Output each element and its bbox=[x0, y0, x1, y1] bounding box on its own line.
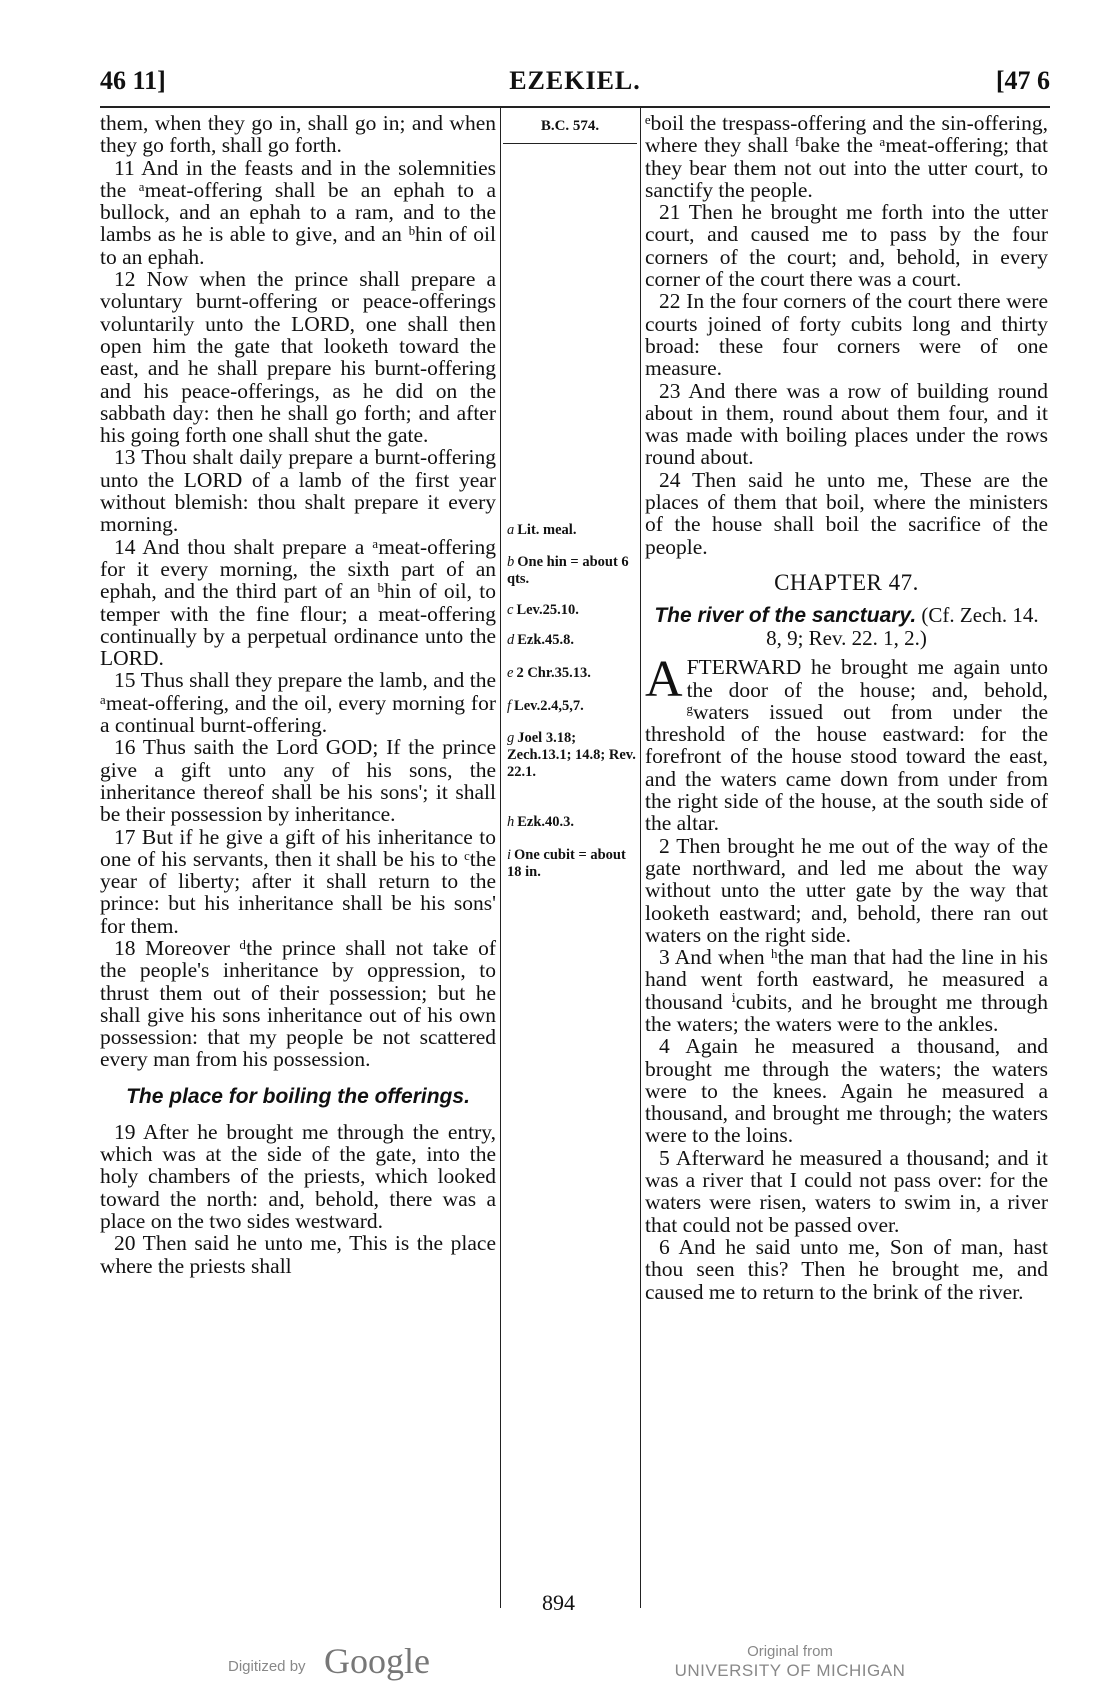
margin-note: c Lev.25.10. bbox=[507, 602, 579, 618]
verse-paragraph: 11 And in the feasts and in the solemnities the ᵃmeat-offering shall be an ephah to a bullock, and an ephah to a ram, and to the lambs as he is able to give, and an ᵇhin of oil to an ephah. bbox=[100, 155, 496, 269]
verse-paragraph: 17 But if he give a gift of his inheritance to one of his servants, then it shall be his to ᶜthe year of liberty; after it shall return to the prince: but his inheritance shall be his sons' for them. bbox=[100, 824, 496, 938]
chapter-summary-ref: (Cf. Zech. 14. 8, 9; Rev. 22. 1, 2.) bbox=[766, 603, 1039, 651]
margin-note: f Lev.2.4,5,7. bbox=[507, 698, 584, 714]
page-number: 894 bbox=[542, 1590, 575, 1615]
header-right-ref: [47 6 bbox=[995, 66, 1050, 95]
column-rule-right bbox=[640, 108, 641, 1608]
verse-paragraph: 24 Then said he unto me, These are the places of them that boil, where the ministers of the house shall boil the sacrifice of the people. bbox=[645, 467, 1048, 559]
verse-paragraph: 18 Moreover ᵈthe prince shall not take of the people's inheritance by oppression, to thrust them out of their possession; but he shall give his sons inheritance out of his own possession: that my people be not scattered every man from his possession. bbox=[100, 935, 496, 1072]
header-rule bbox=[100, 106, 1050, 108]
verse-paragraph: ᵉboil the trespass-offering and the sin-offering, where they shall ᶠbake the ᵃmeat-offering; that they bear them not out into the utter court, to sanctify the people. bbox=[645, 111, 1048, 202]
margin-note: b One hin = about 6 qts. bbox=[507, 554, 629, 587]
verse-paragraph: 15 Thus shall they prepare the lamb, and the ᵃmeat-offering, and the oil, every morning for a continual burnt-offering. bbox=[100, 668, 496, 738]
column-rule-left bbox=[500, 108, 501, 1608]
verse-paragraph: 20 Then said he unto me, This is the place where the priests shall bbox=[100, 1231, 496, 1278]
digitized-watermark bbox=[228, 1640, 448, 1690]
margin-note: e 2 Chr.35.13. bbox=[507, 665, 591, 681]
verse-paragraph: 14 And thou shalt prepare a ᵃmeat-offering for it every morning, the sixth part of an ephah, and the third part of an ᵇhin of oil, to temper with the fine flour; a meat-offering continually by a perpetual ordinance unto the LORD. bbox=[100, 534, 496, 671]
verse-paragraph: 23 And there was a row of building round about in them, round about them four, and it was made with boiling places under the rows round about. bbox=[645, 378, 1048, 470]
google-logo: Google bbox=[324, 1641, 430, 1681]
source-watermark bbox=[660, 1642, 920, 1680]
verse-paragraph-first: AFTERWARD he brought me again unto the door of the house; and, behold, ᵍwaters issued out from under the threshold of the house eastward: for the forefront of the house stood toward the east, and the waters came down from under from the right side of the house, at the south side of the altar. bbox=[645, 651, 1048, 836]
margin-note: a Lit. meal. bbox=[507, 522, 577, 538]
verse-paragraph: 2 Then brought he me out of the way of the gate northward, and led me about the way without unto the utter gate by the way that looketh eastward; and, behold, there ran out waters on the right side. bbox=[645, 833, 1048, 947]
verse-paragraph: 5 Afterward he measured a thousand; and it was a river that I could not pass over: for the waters were risen, waters to swim in, a river that could not be passed over. bbox=[645, 1145, 1048, 1237]
drop-cap: A bbox=[645, 651, 683, 709]
chapter-summary-title: The river of the sanctuary. bbox=[654, 604, 917, 628]
digitized-label: Digitized by bbox=[228, 1658, 306, 1675]
margin-note: h Ezk.40.3. bbox=[507, 814, 575, 830]
margin-references bbox=[503, 112, 637, 880]
verse-paragraph: 22 In the four corners of the court there were courts joined of forty cubits long and thirty broad: these four corners were of one measure. bbox=[645, 289, 1048, 381]
left-column bbox=[100, 112, 496, 1277]
verse-paragraph: 13 Thou shalt daily prepare a burnt-offering unto the LORD of a lamb of the first year without blemish: thou shalt prepare it every morning. bbox=[100, 445, 496, 537]
margin-note: d Ezk.45.8. bbox=[507, 632, 575, 648]
chapter-title: CHAPTER 47. bbox=[774, 569, 919, 595]
margin-note: i One cubit = about 18 in. bbox=[507, 847, 626, 880]
verse-paragraph: 21 Then he brought me forth into the utter court, and caused me to pass by the four corners of the court; and, behold, in every corner of the court there was a court. bbox=[645, 200, 1048, 292]
date-note: B.C. 574. bbox=[503, 112, 637, 144]
chapter-summary bbox=[645, 604, 1048, 650]
verse-paragraph: them, when they go in, shall go in; and when they go forth, shall go forth. bbox=[100, 111, 496, 158]
section-heading: The place for boiling the offerings. bbox=[126, 1084, 470, 1108]
verse-paragraph: 3 And when ʰthe man that had the line in his hand went forth eastward, he measured a thousand ⁱcubits, and he brought me through the waters; the waters were to the ankles. bbox=[645, 945, 1048, 1036]
verse-paragraph: 19 After he brought me through the entry, which was at the side of the gate, into the holy chambers of the priests, which looked toward the north: and, behold, there was a place on the two sides westward. bbox=[100, 1119, 496, 1233]
university-label: UNIVERSITY OF MICHIGAN bbox=[674, 1661, 906, 1680]
verse-paragraph: 12 Now when the prince shall prepare a voluntary burnt-offering or peace-offerings voluntarily unto the LORD, one shall then open him the gate that looketh toward the east, and he shall prepare his burnt-offering and his peace-offerings, as he did on the sabbath day: then he shall go forth; and after his going forth one shall shut the gate. bbox=[100, 267, 496, 448]
original-from-label: Original from bbox=[747, 1643, 833, 1660]
header-left-ref: 46 11] bbox=[100, 66, 166, 95]
margin-note: g Joel 3.18; Zech.13.1; 14.8; Rev. 22.1. bbox=[507, 730, 636, 780]
running-header bbox=[100, 62, 1050, 102]
verse-paragraph: 4 Again he measured a thousand, and brought me through the waters; the waters were to the knees. Again he measured a thousand, and brought me through; the waters were to the loins. bbox=[645, 1034, 1048, 1148]
right-column bbox=[645, 112, 1048, 1303]
verse-paragraph: 16 Thus saith the Lord GOD; If the prince give a gift unto any of his sons, the inheritance thereof shall be his sons'; it shall be their possession by inheritance. bbox=[100, 735, 496, 827]
header-book-title: EZEKIEL. bbox=[509, 66, 641, 95]
verse-paragraph: 6 And he said unto me, Son of man, hast thou seen this? Then he brought me, and caused me to return to the brink of the river. bbox=[645, 1234, 1048, 1304]
